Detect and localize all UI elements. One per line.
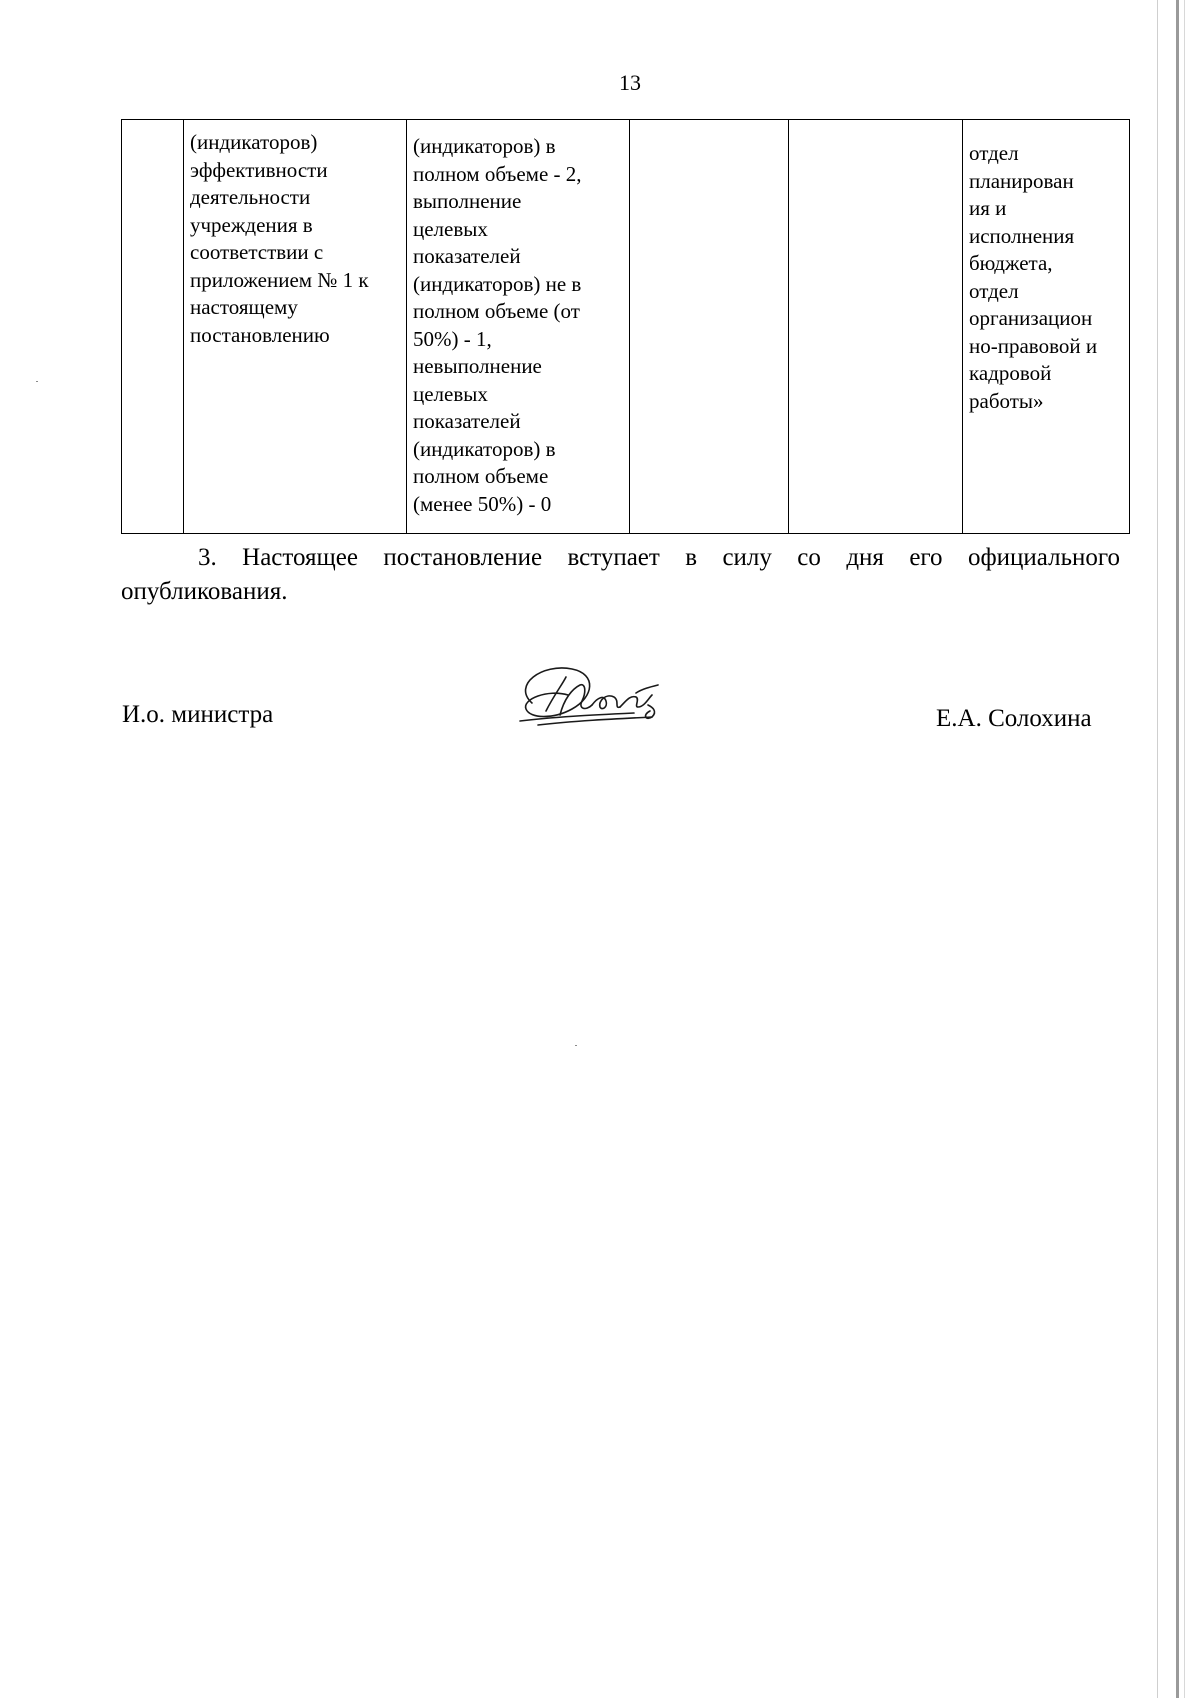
table-cell-responsible: отдел планирован ия и исполнения бюджета, отдел организацион но-правовой и кадровой работы» bbox=[963, 120, 1130, 534]
table-container bbox=[121, 119, 1130, 534]
paragraph-3: 3. Настоящее постановление вступает в силу со дня его официального опубликования. bbox=[121, 544, 1120, 605]
handwritten-signature bbox=[502, 655, 682, 737]
scan-edge-line bbox=[1157, 0, 1158, 1698]
scan-speck bbox=[36, 381, 38, 382]
scan-edge-line bbox=[1184, 0, 1185, 1698]
table-cell-number bbox=[122, 120, 184, 534]
table-cell-criteria: (индикаторов) в полном объеме - 2, выполнение целевых показателей (индикаторов) не в полном объеме (от 50%) - 1, невыполнение целевых показателей (индикаторов) в полном объеме (менее 50%) - 0 bbox=[407, 120, 630, 534]
indicators-table bbox=[121, 119, 1130, 534]
page-number: 13 bbox=[619, 70, 641, 95]
table-cell-empty bbox=[630, 120, 789, 534]
signatory-name: Е.А. Солохина bbox=[936, 705, 1092, 732]
scan-speck bbox=[575, 1045, 577, 1046]
signatory-position: И.о. министра bbox=[122, 701, 274, 728]
table-cell-indicator-name: (индикаторов) эффективности деятельности учреждения в соответствии с приложением № 1 к настоящему постановлению bbox=[184, 120, 407, 534]
table-cell-empty bbox=[789, 120, 963, 534]
scan-edge-line bbox=[1176, 0, 1179, 1698]
table-row bbox=[122, 120, 1130, 534]
